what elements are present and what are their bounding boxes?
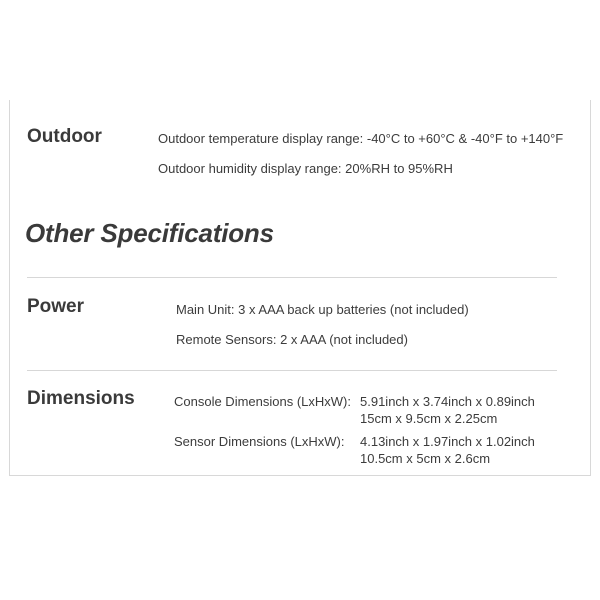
power-main-line: [176, 302, 469, 317]
outdoor-temp-value: -40°C to +60°C & -40°F to +140°F: [366, 131, 564, 146]
sensor-dimensions-key: Sensor Dimensions (LxHxW):: [174, 434, 345, 449]
outdoor-humidity-line: [158, 161, 453, 176]
power-label: Power: [27, 296, 85, 317]
sensor-dimensions-inch: 4.13inch x 1.97inch x 1.02inch: [360, 434, 535, 449]
console-dimensions-cm: 15cm x 9.5cm x 2.25cm: [360, 411, 498, 426]
outdoor-temp-line: [158, 131, 563, 146]
power-remote-value: 2 x AAA (not included): [280, 332, 408, 347]
outdoor-humidity-key: Outdoor humidity display range:: [158, 161, 342, 176]
sensor-dimensions-cm: 10.5cm x 5cm x 2.6cm: [360, 451, 491, 466]
outdoor-label: Outdoor: [27, 126, 102, 147]
other-specifications-heading: Other Specifications: [25, 218, 274, 248]
console-dimensions-inch: 5.91inch x 3.74inch x 0.89inch: [360, 394, 535, 409]
outdoor-temp-key: Outdoor temperature display range:: [158, 131, 364, 146]
power-remote-key: Remote Sensors:: [176, 332, 277, 347]
console-dimensions-key: Console Dimensions (LxHxW):: [174, 394, 351, 409]
power-main-value: 3 x AAA back up batteries (not included): [238, 302, 469, 317]
spec-card: [9, 100, 591, 476]
section-divider: [27, 370, 557, 371]
power-main-key: Main Unit:: [176, 302, 235, 317]
section-divider: [27, 277, 557, 278]
outdoor-humidity-value: 20%RH to 95%RH: [345, 161, 453, 176]
dimensions-label: Dimensions: [27, 388, 135, 409]
power-remote-line: [176, 332, 408, 347]
